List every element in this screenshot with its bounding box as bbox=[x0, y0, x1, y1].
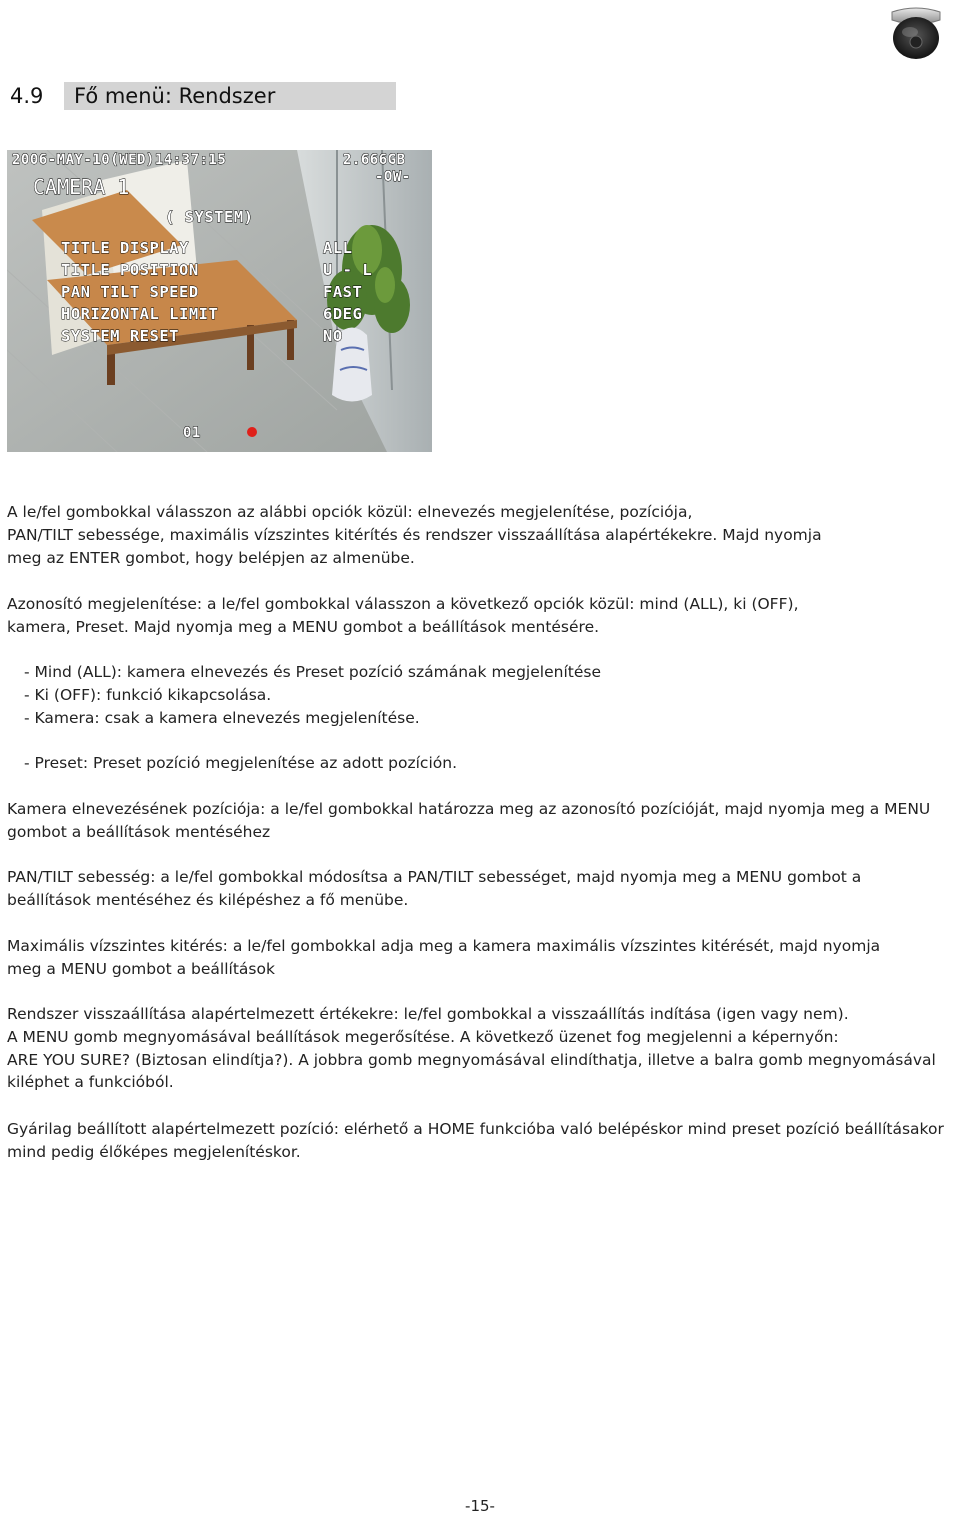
text-line: Azonosító megjelenítése: a le/fel gombokkal válasszon a következő opciók közül: mind (ALL), ki (OFF), bbox=[7, 595, 799, 613]
paragraph-intro bbox=[7, 501, 957, 569]
text-line: kamera, Preset. Majd nyomja meg a MENU gombot a beállítások mentésére. bbox=[7, 617, 600, 636]
osd-menu-value: U - L bbox=[323, 261, 373, 279]
osd-menu-label: PAN TILT SPEED bbox=[61, 283, 199, 301]
page-number: -15- bbox=[465, 1497, 495, 1515]
text-line: A MENU gomb megnyomásával beállítások megerősítése. A következő üzenet fog megjelenni a képernyőn: bbox=[7, 1027, 839, 1046]
paragraph-pan-tilt-speed bbox=[7, 866, 957, 912]
text-line: mind pedig élőképes megjelenítéskor. bbox=[7, 1142, 301, 1161]
section-title: Fő menü: Rendszer bbox=[74, 84, 276, 108]
paragraph-title-display bbox=[7, 593, 957, 639]
osd-menu-label: TITLE POSITION bbox=[61, 261, 199, 279]
text-line: meg az ENTER gombot, hogy belépjen az almenübe. bbox=[7, 548, 415, 567]
text-line: gombot a beállítások mentéséhez bbox=[7, 822, 271, 841]
camera-osd-screenshot bbox=[7, 150, 432, 452]
text-line: PAN/TILT sebesség: a le/fel gombokkal módosítsa a PAN/TILT sebességet, majd nyomja meg a MENU gombot a bbox=[7, 868, 862, 886]
osd-datetime: 2006-MAY-10(WED)14:37:15 bbox=[12, 152, 227, 168]
option-list bbox=[24, 661, 601, 729]
text-line: Kamera elnevezésének pozíciója: a le/fel gombokkal határozza meg az azonosító pozícióját, majd nyomja meg a MENU bbox=[7, 800, 931, 818]
osd-menu-label: SYSTEM RESET bbox=[61, 327, 179, 345]
paragraph-default-position bbox=[7, 1118, 957, 1164]
paragraph-horizontal-limit bbox=[7, 935, 957, 981]
paragraph-title-position bbox=[7, 798, 957, 844]
dome-camera-icon bbox=[886, 2, 946, 62]
text-line: Gyárilag beállított alapértelmezett pozíció: elérhető a HOME funkcióba való belépéskor mind preset pozíció beállításakor bbox=[7, 1120, 944, 1138]
text-line: ARE YOU SURE? (Biztosan elindítja?). A jobbra gomb megnyomásával elindíthatja, illetve a balra gomb megnyomásával bbox=[7, 1050, 936, 1069]
text-line: kiléphet a funkcióból. bbox=[7, 1073, 174, 1092]
osd-menu-value: 6DEG bbox=[323, 305, 363, 323]
text-line: A le/fel gombokkal válasszon az alábbi opciók közül: elnevezés megjelenítése, pozíciója, bbox=[7, 503, 693, 521]
list-item: - Kamera: csak a kamera elnevezés megjelenítése. bbox=[24, 708, 420, 727]
osd-camera-name: CAMERA 1 bbox=[33, 175, 130, 199]
text-line: meg a MENU gombot a beállítások bbox=[7, 959, 275, 978]
osd-menu-value: NO bbox=[323, 327, 343, 345]
list-item: - Ki (OFF): funkció kikapcsolása. bbox=[24, 685, 272, 704]
osd-storage: 2.666GB bbox=[343, 152, 406, 168]
text-line: Maximális vízszintes kitérés: a le/fel gombokkal adja meg a kamera maximális vízszintes kitérését, majd nyomja bbox=[7, 937, 881, 955]
list-item: - Mind (ALL): kamera elnevezés és Preset pozíció számának megjelenítése bbox=[24, 663, 601, 681]
section-number: 4.9 bbox=[10, 84, 44, 108]
paragraph-system-reset bbox=[7, 1003, 957, 1094]
text-line: PAN/TILT sebessége, maximális vízszintes kitérítés és rendszer visszaállítása alapértékekre. Majd nyomja bbox=[7, 525, 822, 544]
osd-menu-label: HORIZONTAL LIMIT bbox=[61, 305, 219, 323]
text-line: Rendszer visszaállítása alapértelmezett értékekre: le/fel gombokkal a visszaállítás indítása (igen vagy nem). bbox=[7, 1005, 849, 1023]
text-line: beállítások mentéséhez és kilépéshez a fő menübe. bbox=[7, 890, 409, 909]
osd-channel: 01 bbox=[183, 425, 201, 441]
osd-mode: -OW- bbox=[375, 169, 411, 185]
osd-menu-title: ( SYSTEM) bbox=[165, 208, 254, 226]
osd-menu-value: ALL bbox=[323, 239, 353, 257]
list-item: - Preset: Preset pozíció megjelenítése az adott pozíción. bbox=[24, 754, 457, 772]
osd-menu-value: FAST bbox=[323, 283, 363, 301]
osd-menu-label: TITLE DISPLAY bbox=[61, 239, 189, 257]
